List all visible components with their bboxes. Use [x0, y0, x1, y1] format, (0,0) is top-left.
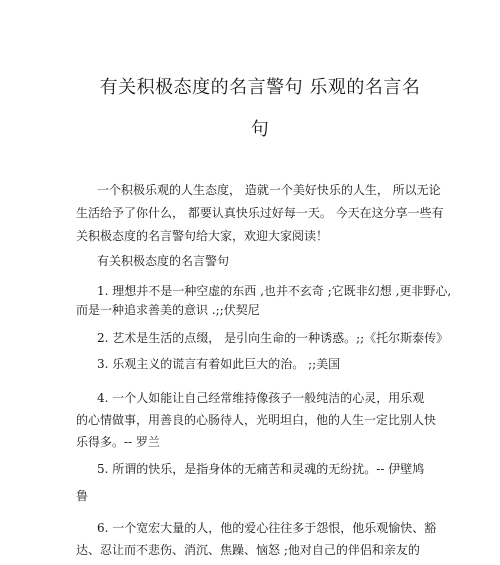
quote-6-line-1: 6. 一个宽宏大量的人，他的爱心往往多于怨恨，他乐观愉快、豁 [97, 521, 437, 535]
quote-4-line-2: 的心情做事，用善良的心肠待人，光明坦白，他的人生一定比别人快 [76, 413, 437, 427]
intro-line-1: 一个积极乐观的人生态度， 造就一个美好快乐的人生， 所以无论 [97, 183, 441, 197]
quote-5-line-1: 5. 所谓的快乐，是指身体的无痛苦和灵魂的无纷扰。-- 伊壁鸠 [97, 462, 425, 476]
document-title-line-1: 有关积极态度的名言警句 乐观的名言名 [99, 77, 421, 98]
quote-1-line-2: 而是一种追求善美的意识 .;;伏契尼 [76, 303, 260, 317]
quote-5-line-2: 鲁 [76, 489, 89, 503]
quote-4-line-1: 4. 一个人如能让自己经常维持像孩子一般纯洁的心灵，用乐观 [97, 391, 425, 405]
intro-line-2: 生活给予了你什么， 都要认真快乐过好每一天。 今天在这分享一些有 [76, 206, 444, 220]
quote-1-line-1: 1. 理想并不是一种空虚的东西 ,也并不玄奇 ;它既非幻想 ,更非野心, [97, 284, 452, 298]
section-heading: 有关积极态度的名言警句 [97, 254, 230, 268]
quote-2-line-1: 2. 艺术是生活的点缀， 是引向生命的一种诱惑。;;《托尔斯泰传》 [97, 331, 449, 345]
quote-6-line-2: 达、忍让而不悲伤、消沉、焦躁、恼怒 ;他对自己的伴侣和亲友的 [76, 543, 420, 557]
document-title-line-2: 句 [250, 119, 270, 140]
quote-3-line-1: 3. 乐观主义的谎言有着如此巨大的治。 ;;美国 [97, 357, 341, 371]
quote-4-line-3: 乐得多。-- 罗兰 [76, 435, 160, 449]
intro-line-3: 关积极态度的名言警句给大家，欢迎大家阅读！ [76, 229, 329, 243]
